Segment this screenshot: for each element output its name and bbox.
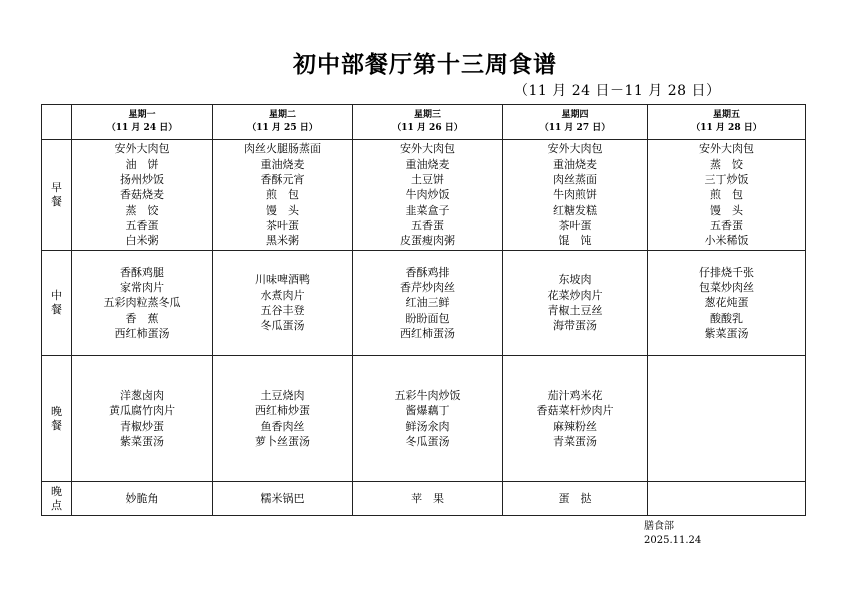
menu-cell-breakfast-day3: [353, 140, 503, 251]
menu-item: 海带蛋汤: [553, 319, 597, 333]
menu-item: 蛋 挞: [558, 491, 592, 505]
menu-item: 牛肉炒饭: [405, 188, 450, 202]
menu-cell-dinner-day2: [213, 356, 353, 482]
menu-cell-snack-day1: [72, 482, 213, 516]
menu-item: 青椒土豆丝: [547, 304, 603, 317]
menu-item: 土豆饼: [411, 173, 444, 187]
meal-row-dinner: [42, 356, 806, 482]
menu-item: 三丁炒饭: [704, 173, 749, 187]
menu-item: 苹 果: [411, 491, 444, 505]
day-header-tue: 星期二 （11 月 25 日）: [213, 105, 353, 140]
menu-item: 香酥元宵: [260, 173, 305, 187]
menu-item: 青菜蛋汤: [553, 434, 597, 448]
meal-row-lunch: [42, 251, 806, 356]
menu-cell-dinner-day5: [648, 356, 806, 482]
menu-item: 牛肉煎饼: [553, 188, 597, 202]
menu-item: 肉丝蒸面: [553, 173, 597, 187]
menu-item: 冬瓜蛋汤: [260, 319, 305, 333]
meal-row-breakfast: [42, 140, 806, 251]
menu-item: 皮蛋瘦肉粥: [400, 234, 455, 248]
menu-item: 西红柿蛋汤: [114, 326, 170, 340]
meal-row-snack: [42, 482, 806, 516]
corner-cell: [42, 105, 72, 140]
day-header-mon: 星期一 （11 月 24 日）: [72, 105, 213, 140]
menu-item: 安外大肉包: [114, 142, 170, 156]
table-header-row: [42, 105, 806, 140]
menu-item: 鱼香肉丝: [260, 419, 305, 433]
menu-item: 白米粥: [125, 234, 159, 248]
menu-item: 仔排烧千张: [699, 265, 754, 279]
week-date-range: （11 月 24 日－11 月 28 日）: [514, 83, 721, 99]
menu-item: 红糖发糕: [553, 203, 597, 217]
page-title: 初中部餐厅第十三周食谱: [293, 52, 557, 78]
menu-item: 香芹炒肉丝: [400, 281, 455, 295]
menu-item: 香酥鸡腿: [120, 265, 164, 279]
menu-item: 青椒炒蛋: [120, 419, 164, 433]
menu-item: 家常肉片: [120, 281, 164, 295]
menu-item: 妙脆角: [125, 491, 159, 505]
day-header-thu: 星期四 （11 月 27 日）: [503, 105, 648, 140]
menu-item: 安外大肉包: [699, 142, 754, 156]
menu-item: 西红柿蛋汤: [400, 326, 455, 340]
menu-cell-dinner-day3: [353, 356, 503, 482]
menu-item: 小米稀饭: [704, 234, 749, 248]
footer-department: 膳食部: [644, 521, 674, 532]
menu-item: 蒸 饺: [710, 157, 743, 171]
menu-cell-dinner-day1: [72, 356, 213, 482]
menu-item: 煎 包: [710, 188, 743, 202]
menu-item: 五香蛋: [710, 218, 743, 232]
menu-item: 西红柿炒蛋: [255, 404, 310, 418]
menu-item: 油 饼: [125, 157, 159, 171]
menu-item: 东坡肉: [558, 273, 592, 287]
menu-item: 包菜炒肉丝: [699, 281, 754, 295]
menu-item: 韭菜盒子: [405, 203, 450, 217]
menu-item: 冬瓜蛋汤: [405, 434, 450, 448]
menu-item: 馒 头: [710, 203, 743, 217]
menu-item: 安外大肉包: [547, 142, 603, 156]
menu-item: 糯米锅巴: [260, 491, 305, 505]
menu-item: 香菇烧麦: [120, 188, 164, 202]
menu-item: 葱花炖蛋: [704, 296, 749, 310]
day-header-wed: 星期三 （11 月 26 日）: [353, 105, 503, 140]
menu-item: 水煮肉片: [260, 288, 305, 302]
meal-label-breakfast: 早 餐: [42, 140, 72, 251]
day-header-fri: 星期五 （11 月 28 日）: [648, 105, 806, 140]
menu-item: 茶叶蛋: [558, 218, 592, 232]
menu-cell-snack-day4: [503, 482, 648, 516]
menu-item: 蒸 饺: [125, 203, 159, 217]
menu-table: [41, 104, 806, 516]
menu-cell-lunch-day2: [213, 251, 353, 356]
footer-date: 2025.11.24: [644, 535, 702, 546]
menu-cell-breakfast-day4: [503, 140, 648, 251]
meal-label-snack: 晚 点: [42, 482, 72, 516]
menu-item: 鲜汤氽肉: [405, 419, 450, 433]
menu-item: 香菇菜杆炒肉片: [536, 404, 614, 418]
menu-item: 川味啤酒鸭: [255, 273, 310, 287]
menu-item: 五彩肉粒蒸冬瓜: [103, 296, 181, 310]
meal-label-dinner: 晚 餐: [42, 356, 72, 482]
menu-item: 茄汁鸡米花: [547, 388, 603, 402]
menu-item: 盼盼面包: [405, 311, 450, 325]
menu-cell-lunch-day3: [353, 251, 503, 356]
menu-cell-dinner-day4: [503, 356, 648, 482]
menu-cell-lunch-day4: [503, 251, 648, 356]
menu-item: 五香蛋: [411, 218, 444, 232]
menu-item: 香酥鸡排: [405, 265, 450, 279]
menu-item: 重油烧麦: [260, 157, 305, 171]
menu-item: 馒 头: [266, 203, 299, 217]
menu-item: 重油烧麦: [405, 157, 450, 171]
menu-item: 煎 包: [266, 188, 299, 202]
menu-item: 红油三鲜: [405, 296, 450, 310]
menu-cell-snack-day3: [353, 482, 503, 516]
menu-cell-breakfast-day2: [213, 140, 353, 251]
menu-item: 紫菜蛋汤: [704, 326, 749, 340]
menu-item: 茶叶蛋: [266, 218, 299, 232]
menu-item: 洋葱卤肉: [120, 388, 164, 402]
menu-item: 黑米粥: [266, 234, 299, 248]
menu-item: 馄 饨: [558, 234, 592, 248]
menu-item: 花菜炒肉片: [547, 288, 603, 302]
menu-item: 安外大肉包: [400, 142, 455, 156]
menu-item: 土豆烧肉: [260, 388, 305, 402]
menu-item: 扬州炒饭: [120, 173, 164, 187]
menu-item: 肉丝火腿肠蒸面: [244, 142, 321, 156]
menu-cell-lunch-day5: [648, 251, 806, 356]
menu-item: 黄瓜腐竹肉片: [109, 404, 175, 418]
menu-item: 萝卜丝蛋汤: [255, 434, 310, 448]
menu-cell-snack-day2: [213, 482, 353, 516]
menu-item: 重油烧麦: [553, 157, 597, 171]
menu-cell-snack-day5: [648, 482, 806, 516]
meal-label-lunch: 中 餐: [42, 251, 72, 356]
menu-cell-breakfast-day5: [648, 140, 806, 251]
menu-item: 五彩牛肉炒饭: [394, 388, 461, 402]
menu-item: 酸酸乳: [710, 311, 743, 325]
menu-item: 紫菜蛋汤: [120, 434, 164, 448]
menu-cell-lunch-day1: [72, 251, 213, 356]
menu-item: 五香蛋: [125, 218, 159, 232]
menu-item: 香 蕉: [125, 311, 159, 325]
menu-item: 麻辣粉丝: [553, 419, 597, 433]
menu-item: 酱爆藕丁: [405, 404, 450, 418]
menu-cell-breakfast-day1: [72, 140, 213, 251]
menu-item: 五谷丰登: [260, 304, 305, 317]
